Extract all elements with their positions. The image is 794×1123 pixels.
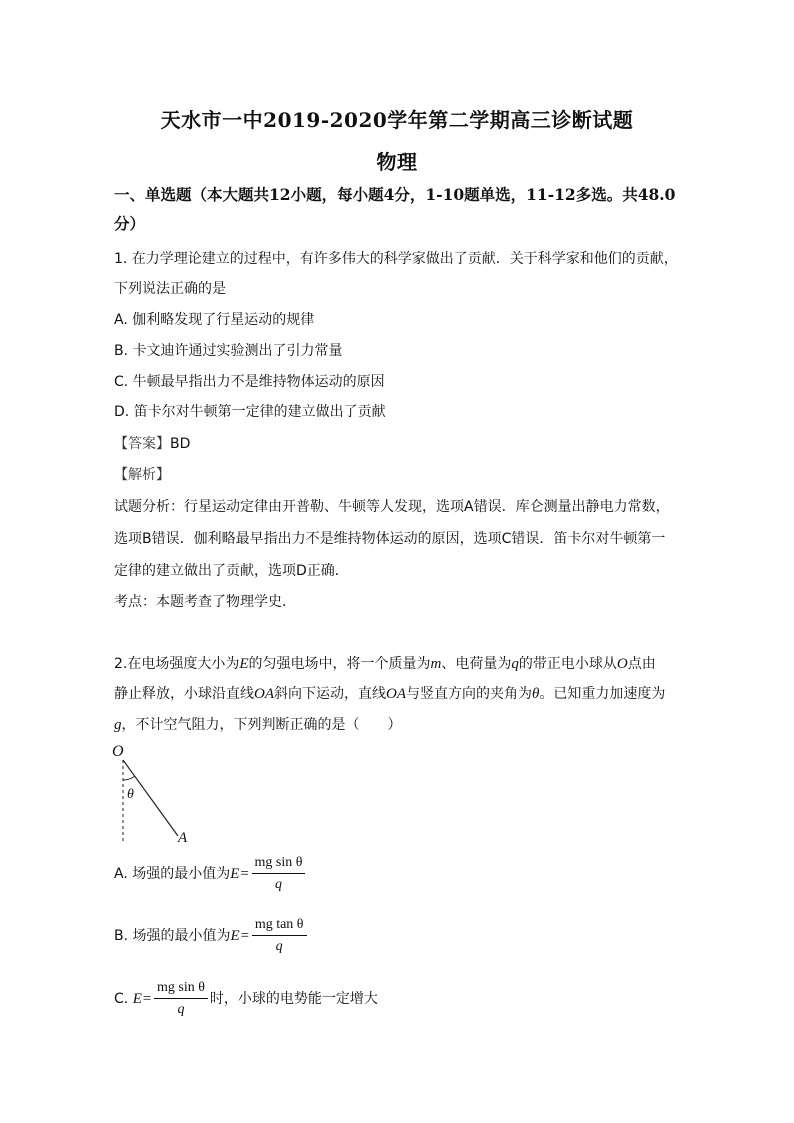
option-c-eq: E= bbox=[132, 991, 152, 1007]
section-heading-line2: 分） bbox=[114, 214, 146, 233]
q2-text: 与竖直方向的夹角为 bbox=[406, 686, 532, 702]
var-theta: θ bbox=[532, 686, 540, 702]
q2-text: 静止释放，小球沿直线 bbox=[114, 686, 254, 702]
q1-stem-line2: 下列说法正确的是 bbox=[114, 281, 226, 297]
q1-analysis-line3: 定律的建立做出了贡献，选项D正确． bbox=[114, 563, 349, 579]
option-b-fraction bbox=[252, 917, 307, 955]
option-c-prefix: C. bbox=[114, 991, 133, 1007]
q2-text: 点由 bbox=[627, 656, 656, 672]
q2-option-a bbox=[114, 855, 307, 893]
q2-stem-line2 bbox=[114, 684, 665, 704]
var-q: q bbox=[511, 656, 519, 672]
q2-option-c bbox=[114, 980, 378, 1018]
q1-kaodian: 考点：本题考查了物理学史． bbox=[114, 594, 296, 610]
section-heading-line1: 一、单选题（本大题共12小题，每小题4分，1-10题单选，11-12多选。共48.0 bbox=[114, 185, 676, 204]
q1-option-d: D. 笛卡尔对牛顿第一定律的建立做出了贡献 bbox=[114, 404, 386, 420]
option-c-suffix: 时，小球的电势能一定增大 bbox=[209, 991, 378, 1007]
answer-label: 【答案】 bbox=[114, 436, 170, 452]
q1-stem-line1: 1. 在力学理论建立的过程中，有许多伟大的科学家做出了贡献．关于科学家和他们的贡献， bbox=[114, 251, 678, 267]
answer-value: BD bbox=[170, 436, 191, 452]
q1-option-a: A. 伽利略发现了行星运动的规律 bbox=[114, 312, 315, 328]
var-m: m bbox=[430, 656, 442, 672]
var-O: O bbox=[616, 656, 628, 672]
q1-option-c: C. 牛顿最早指出力不是维持物体运动的原因 bbox=[114, 374, 385, 390]
q1-analysis-line2: 选项B错误．伽利略最早指出力不是维持物体运动的原因，选项C错误．笛卡尔对牛顿第一 bbox=[114, 531, 666, 547]
option-a-eq: E= bbox=[230, 866, 250, 882]
fraction-denominator: q bbox=[275, 939, 283, 954]
theta-arc bbox=[123, 776, 135, 780]
option-c-fraction bbox=[154, 980, 208, 1018]
q2-stem-line3 bbox=[114, 715, 402, 735]
q2-text: 2.在电场强度大小为 bbox=[114, 656, 240, 672]
var-OA: OA bbox=[386, 686, 406, 702]
q2-text: 的匀强电场中，将一个质量为 bbox=[248, 656, 431, 672]
q2-text: 的带正电小球从 bbox=[518, 656, 617, 672]
fraction-numerator: mg sin θ bbox=[252, 855, 306, 874]
label-A: A bbox=[178, 830, 188, 846]
subject-title: 物理 bbox=[376, 150, 418, 174]
fraction-numerator: mg tan θ bbox=[252, 917, 307, 936]
q2-text: ，不计空气阻力，下列判断正确的是（ ） bbox=[121, 717, 402, 733]
exam-title: 天水市一中2019-2020学年第二学期高三诊断试题 bbox=[160, 108, 634, 132]
label-O: O bbox=[112, 743, 124, 760]
option-a-prefix: A. 场强的最小值为 bbox=[114, 866, 231, 882]
q2-text: 。已知重力加速度为 bbox=[539, 686, 666, 702]
var-E: E bbox=[239, 656, 249, 672]
q2-option-b bbox=[114, 917, 309, 955]
q1-option-b: B. 卡文迪许通过实验测出了引力常量 bbox=[114, 343, 343, 359]
option-a-fraction bbox=[252, 855, 306, 893]
fraction-numerator: mg sin θ bbox=[154, 980, 208, 999]
q1-analysis-line1: 试题分析：行星运动定律由开普勒、牛顿等人发现，选项A错误．库仑测量出静电力常数， bbox=[114, 499, 670, 515]
q2-stem-line1 bbox=[114, 654, 656, 674]
label-theta: θ bbox=[127, 787, 134, 802]
var-g: g bbox=[114, 717, 122, 733]
angle-diagram bbox=[108, 738, 198, 848]
option-b-eq: E= bbox=[230, 928, 250, 944]
fraction-denominator: q bbox=[177, 1002, 185, 1017]
var-OA: OA bbox=[254, 686, 274, 702]
analysis-label: 【解析】 bbox=[114, 467, 170, 483]
q2-text: 、电荷量为 bbox=[441, 656, 512, 672]
q2-text: 斜向下运动，直线 bbox=[274, 686, 386, 702]
q1-answer-line bbox=[114, 434, 190, 454]
fraction-denominator: q bbox=[275, 877, 282, 892]
option-b-prefix: B. 场强的最小值为 bbox=[114, 928, 231, 944]
